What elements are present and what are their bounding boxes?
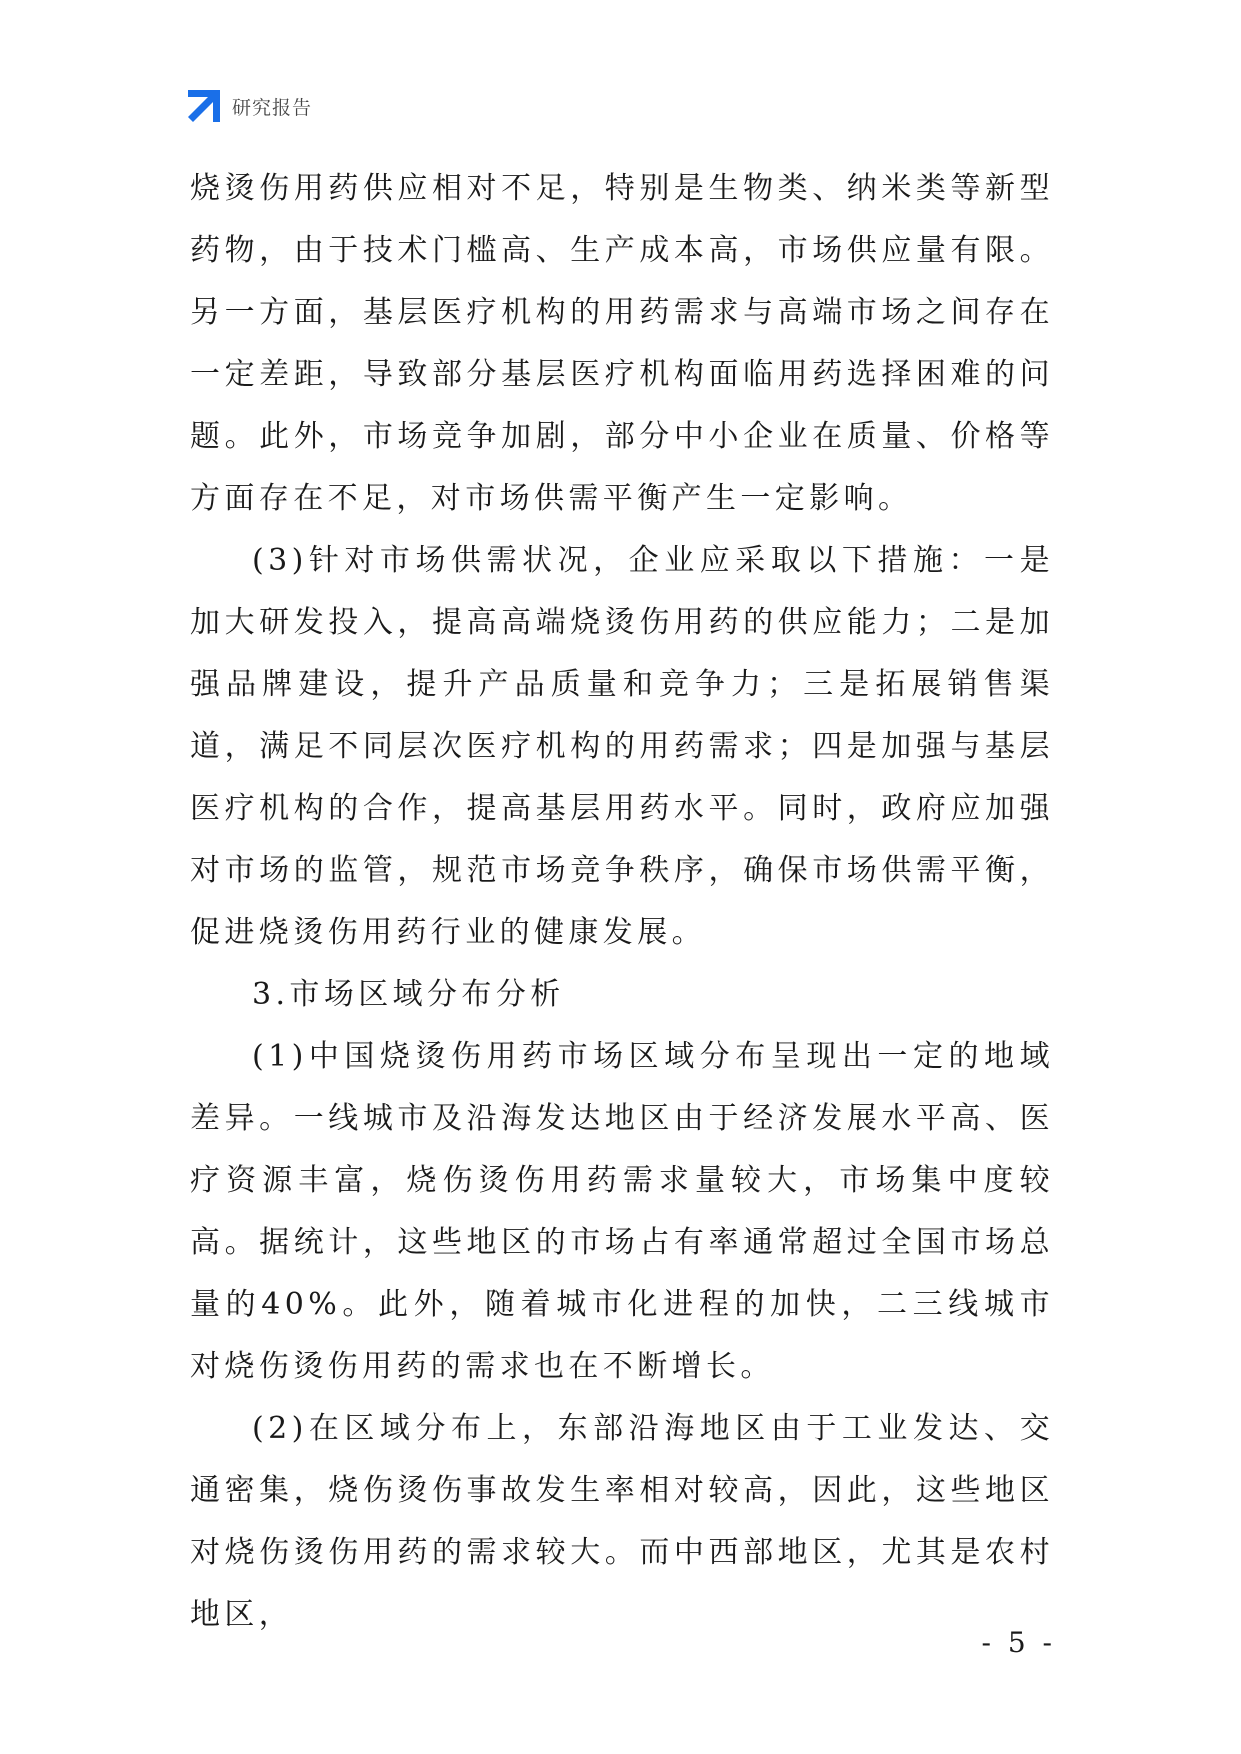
arrow-logo-icon <box>188 90 220 122</box>
page-number: - 5 - <box>981 1626 1056 1659</box>
paragraph-measures: (3)针对市场供需状况，企业应采取以下措施：一是加大研发投入，提高高端烧烫伤用药的供应能力；二是加强品牌建设，提升产品质量和竞争力；三是拓展销售渠道，满足不同层次医疗机构的用药需求；四是加强与基层医疗机构的合作，提高基层用药水平。同时，政府应加强对市场的监管，规范市场竞争秩序，确保市场供需平衡，促进烧烫伤用药行业的健康发展。 <box>190 543 1054 950</box>
paragraph-continuation: 烧烫伤用药供应相对不足，特别是生物类、纳米类等新型药物，由于技术门槛高、生产成本高，市场供应量有限。另一方面，基层医疗机构的用药需求与高端市场之间存在一定差距，导致部分基层医疗机构面临用药选择困难的问题。此外，市场竞争加剧，部分中小企业在质量、价格等方面存在不足，对市场供需平衡产生一定影响。 <box>190 171 1054 516</box>
section-heading: 3.市场区域分布分析 <box>252 977 565 1012</box>
document-body <box>190 158 1054 1646</box>
paragraph-regional-1: (1)中国烧烫伤用药市场区域分布呈现出一定的地域差异。一线城市及沿海发达地区由于经济发展水平高、医疗资源丰富，烧伤烫伤用药需求量较大，市场集中度较高。据统计，这些地区的市场占有率通常超过全国市场总量的40%。此外，随着城市化进程的加快，二三线城市对烧伤烫伤用药的需求也在不断增长。 <box>190 1039 1054 1384</box>
page-header <box>188 88 312 124</box>
header-title: 研究报告 <box>232 96 313 119</box>
paragraph-regional-2: (2)在区域分布上，东部沿海地区由于工业发达、交通密集，烧伤烫伤事故发生率相对较高，因此，这些地区对烧伤烫伤用药的需求较大。而中西部地区，尤其是农村地区， <box>190 1411 1054 1632</box>
